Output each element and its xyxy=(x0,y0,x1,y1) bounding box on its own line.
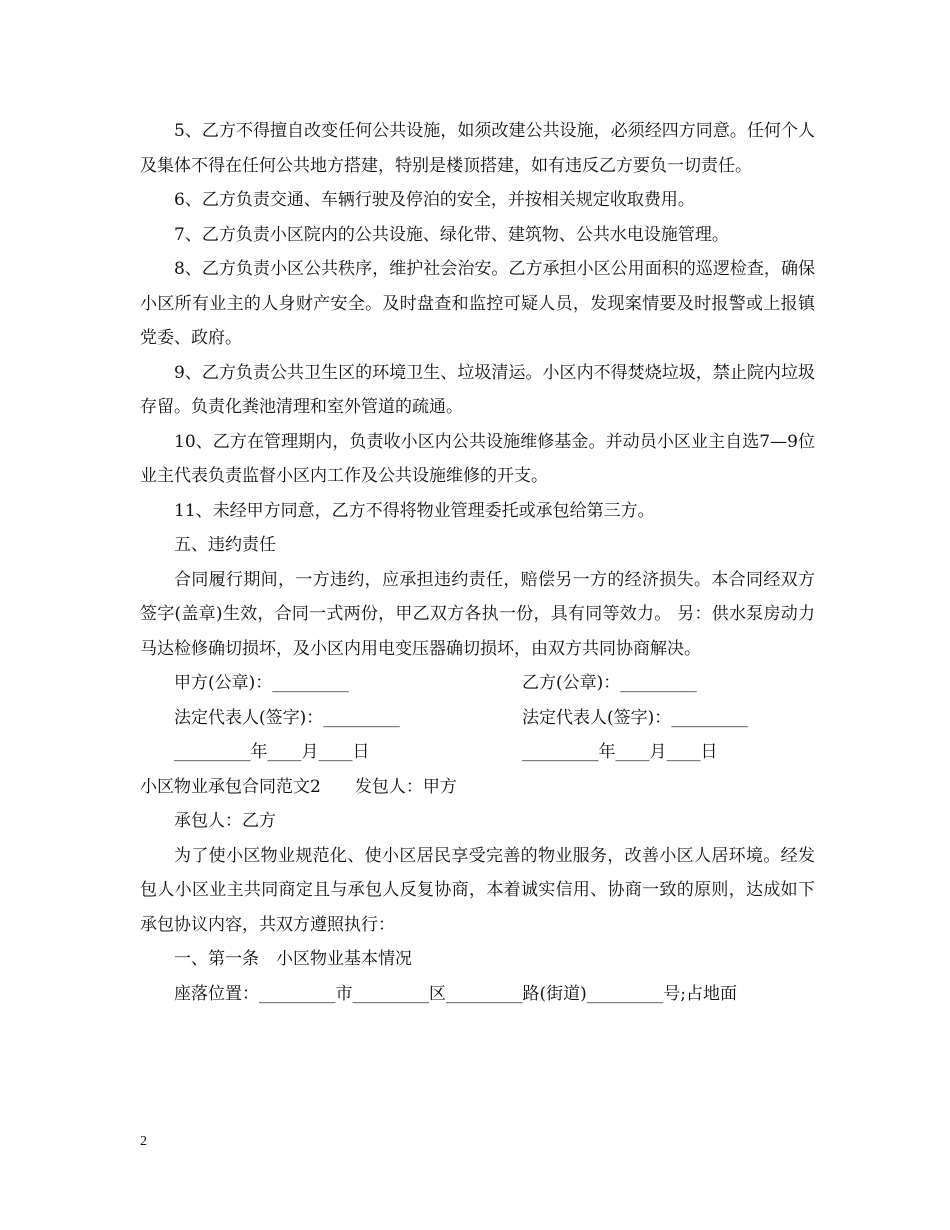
party-b-date-field: _________年____月____日 xyxy=(522,742,718,762)
contractor-line: 承包人：乙方 xyxy=(174,811,276,831)
article-1-heading: 一、第一条 小区物业基本情况 xyxy=(174,949,412,969)
signature-row-date xyxy=(140,735,815,770)
clause-7: 7、乙方负责小区院内的公共设施、绿化带、建筑物、公共水电设施管理。 xyxy=(174,224,729,245)
section-heading-breach: 五、违约责任 xyxy=(174,535,276,555)
clause-9: 9、乙方负责公共卫生区的环境卫生、垃圾清运。小区内不得焚烧垃圾，禁止院内垃圾存留。负责化粪池清理和室外管道的疏通。 xyxy=(140,362,815,417)
party-a-representative-field: 法定代表人(签字)：_________ xyxy=(174,707,400,728)
contract-2-title-line: 小区物业承包合同范文2 发包人：甲方 xyxy=(140,776,457,797)
clause-5: 5、乙方不得擅自改变任何公共设施，如须改建公共设施，必须经四方同意。任何个人及集体不得在任何公共地方搭建，特别是楼顶搭建，如有违反乙方要负一切责任。 xyxy=(140,121,815,176)
party-a-date-field: _________年____月____日 xyxy=(174,742,370,762)
signature-row-seal xyxy=(140,666,815,701)
breach-paragraph: 合同履行期间，一方违约，应承担违约责任，赔偿另一方的经济损失。本合同经双方签字(盖章)生效，合同一式两份，甲乙双方各执一份，具有同等效力。 另：供水泵房动力马达检修确切损坏，及小区内用电变压器确切损坏，由双方共同协商解决。 xyxy=(140,569,815,659)
clause-6: 6、乙方负责交通、车辆行驶及停泊的安全，并按相关规定收取费用。 xyxy=(174,190,695,210)
clause-10: 10、乙方在管理期内，负责收小区内公共设施维修基金。并动员小区业主自选7—9位业主代表负责监督小区内工作及公共设施维修的开支。 xyxy=(140,431,815,486)
party-b-representative-field: 法定代表人(签字)：_________ xyxy=(522,707,748,728)
clause-8: 8、乙方负责小区公共秩序，维护社会治安。乙方承担小区公用面积的巡逻检查，确保小区所有业主的人身财产安全。及时盘查和监控可疑人员，发现案情要及时报警或上报镇党委、政府。 xyxy=(140,259,815,348)
party-a-seal-field: 甲方(公章)：_________ xyxy=(174,673,349,693)
party-b-seal-field: 乙方(公章)：_________ xyxy=(522,673,697,693)
clause-11: 11、未经甲方同意，乙方不得将物业管理委托或承包给第三方。 xyxy=(174,500,655,521)
page-number: 2 xyxy=(140,1134,147,1149)
contract-2-intro: 为了使小区物业规范化、使小区居民享受完善的物业服务，改善小区人居环境。经发包人小区业主共同商定且与承包人反复协商，本着诚实信用、协商一致的原则，达成如下承包协议内容，共双方遵照执行： xyxy=(140,845,815,935)
location-line: 座落位置：_________市_________区_________路(街道)_________号;占地面 xyxy=(174,983,737,1004)
signature-row-representative xyxy=(140,701,815,736)
document-body xyxy=(140,114,815,1011)
